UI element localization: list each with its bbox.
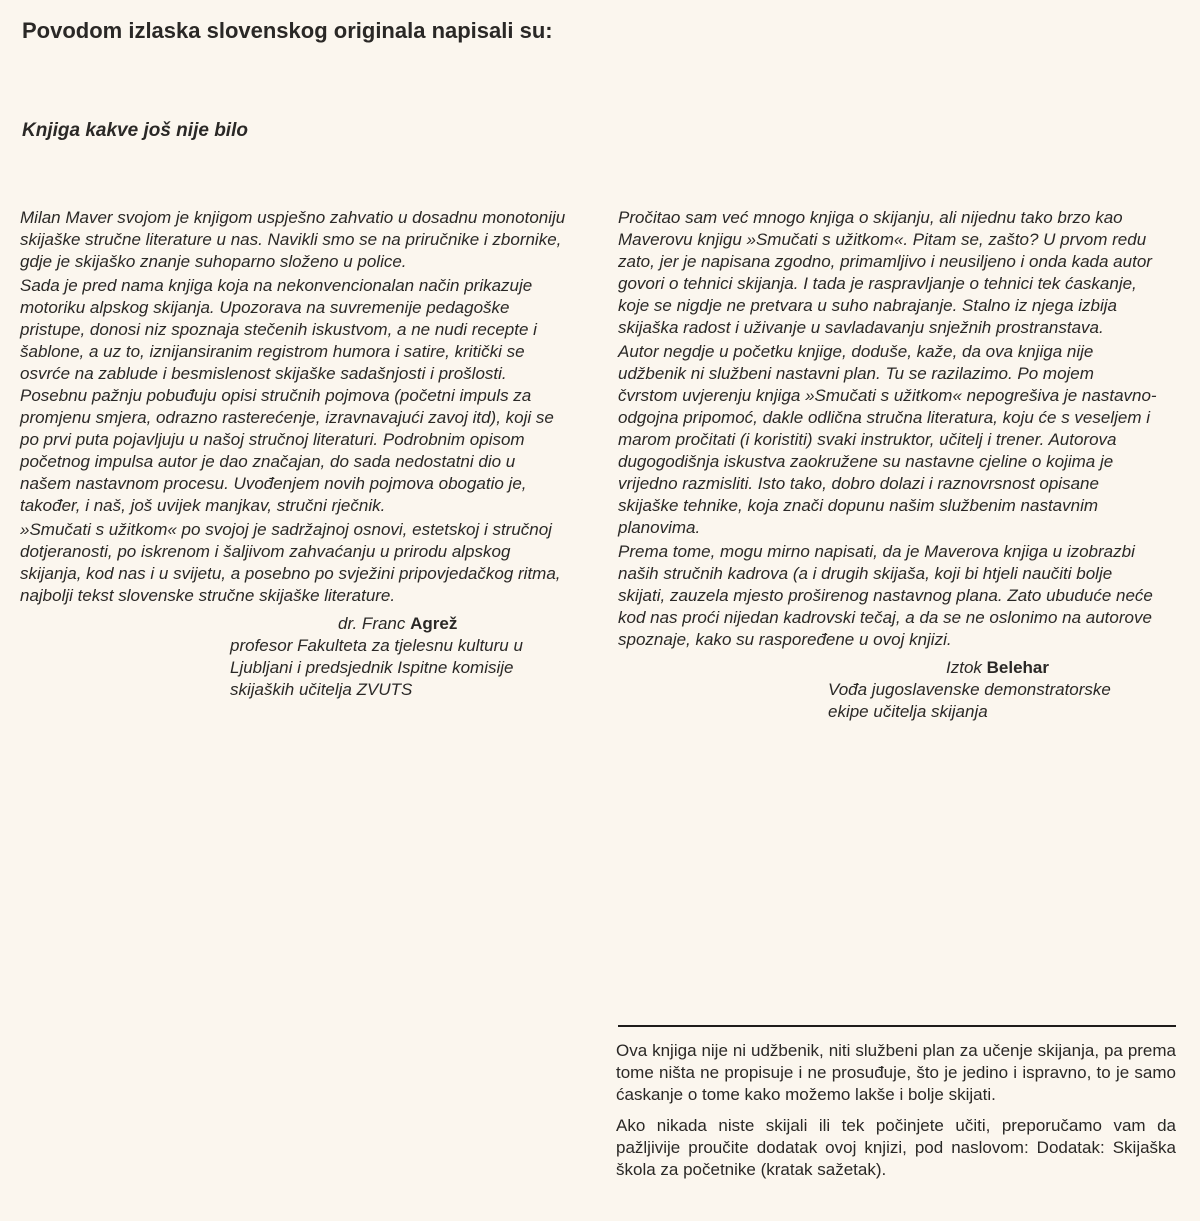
left-signature-prefix: dr. Franc: [338, 614, 411, 633]
article-subtitle: Knjiga kakve još nije bilo: [22, 120, 248, 141]
right-signature-description: [618, 679, 1158, 723]
right-signature-surname: Belehar: [986, 658, 1049, 677]
left-paragraph-2: Sada je pred nama knjiga koja na nekonvencionalan način prikazuje motoriku alpskog skijanja. Upozorava na suvremenije pedagoške pristupe, donosi niz spoznaja stečenih iskustvom, a ne nudi recepte i šablone, a uz to, iznijansiranim registrom humora i satire, kritički se osvrće na zablude i besmislenost skijaške sadašnjosti i prošlosti. Posebnu pažnju pobuđuju opisi stručnih pojmova (početni impuls za promjenu smjera, odrazno rasterećenje, izravnavajući zavoj itd), koji se po prvi puta pojavljuju u našoj stručnoj literaturi. Podrobnim opisom početnog impulsa autor je dao značajan, do sada nedostatni dio u našem nastavnom procesu. Uvođenjem novih pojmova obogatio je, također, i naš, još uvijek manjkav, stručni rječnik.: [20, 276, 554, 515]
left-signature-name: [20, 613, 568, 635]
left-column: [20, 207, 568, 701]
right-paragraph-3: Prema tome, mogu mirno napisati, da je Maverova knjiga u izobrazbi naših stručnih kadrova (a i drugih skijaša, koji bi htjeli naučiti bolje skijati, zauzela mjesto proširenog nastavnog plana. Zato ubuduće neće kod nas proći nijedan kadrovski tečaj, a da se ne oslonimo na autorove spoznaje, kako su raspoređene u ovoj knjizi.: [618, 542, 1153, 649]
left-signature-description: [20, 635, 568, 701]
left-signature-line-3: skijaških učitelja ZVUTS: [230, 680, 413, 699]
footnote-paragraph-2: Ako nikada niste skijali ili tek počinjete učiti, preporučamo vam da pažljivije proučite dodatak ovoj knjizi, pod naslovom: Dodatak: Skijaška škola za početnike (kratak sažetak).: [616, 1116, 1176, 1179]
page-heading: Povodom izlaska slovenskog originala napisali su:: [22, 18, 553, 43]
right-column: [618, 207, 1158, 723]
right-signature: [618, 657, 1158, 723]
right-signature-name: [618, 657, 1158, 679]
left-signature-line-2: Ljubljani i predsjednik Ispitne komisije: [230, 658, 514, 677]
right-paragraph-1: Pročitao sam već mnogo knjiga o skijanju, ali nijednu tako brzo kao Maverovu knjigu »Smučati s užitkom«. Pitam se, zašto? U prvom redu zato, jer je napisana zgodno, primamljivo i neusiljeno i onda kada autor govori o tehnici skijanja. I tada je raspravljanje o tehnici tek ćaskanje, koje se nigdje ne pretvara u suho nabrajanje. Stalno iz njega izbija skijaška radost i uživanje u savladavanju snježnih prostranstava.: [618, 208, 1152, 337]
left-signature-surname: Agrež: [410, 614, 458, 633]
footnote-box: [616, 1040, 1176, 1190]
right-signature-prefix: Iztok: [946, 658, 987, 677]
left-paragraph-3: »Smučati s užitkom« po svojoj je sadržajnoj osnovi, estetskoj i stručnoj dotjeranosti, po iskrenom i šaljivom zahvaćanju u prirodu alpskog skijanja, kod nas i u svijetu, a posebno po svježini pripovjedačkog ritma, najbolji tekst slovenske stručne skijaške literature.: [20, 520, 561, 605]
footnote-paragraph-1: Ova knjiga nije ni udžbenik, niti službeni plan za učenje skijanja, pa prema tome ništa ne propisuje i ne prosuđuje, što je jedino i ispravno, to je samo ćaskanje o tome kako možemo lakše i bolje skijati.: [616, 1041, 1176, 1104]
right-signature-line-2: ekipe učitelja skijanja: [828, 702, 988, 721]
right-paragraph-2: Autor negdje u početku knjige, doduše, kaže, da ova knjiga nije udžbenik ni službeni nastavni plan. Tu se razilazimo. Po mojem čvrstom uvjerenju knjiga »Smučati s užitkom« nepogrešiva je nastavno-odgojna pripomoć, dakle odlična stručna literatura, koju će s veseljem i marom pročitati (i koristiti) svaki instruktor, učitelj i trener. Autorova dugogodišnja iskustva zaokružene su nastavne cjeline o kojima je vrijedno razmisliti. Isto tako, dobro dolazi i raznovrsnost opisane skijaške tehnike, koja znači dopunu našim službenim nastavnim planovima.: [618, 342, 1157, 537]
left-paragraph-1: Milan Maver svojom je knjigom uspješno zahvatio u dosadnu monotoniju skijaške stručne literature u nas. Navikli smo se na priručnike i zbornike, gdje je skijaško znanje suhoparno složeno u police.: [20, 208, 566, 271]
right-signature-line-1: Vođa jugoslavenske demonstratorske: [828, 680, 1111, 699]
left-signature-line-1: profesor Fakulteta za tjelesnu kulturu u: [230, 636, 523, 655]
left-signature: [20, 613, 568, 701]
note-divider: [618, 1025, 1176, 1027]
